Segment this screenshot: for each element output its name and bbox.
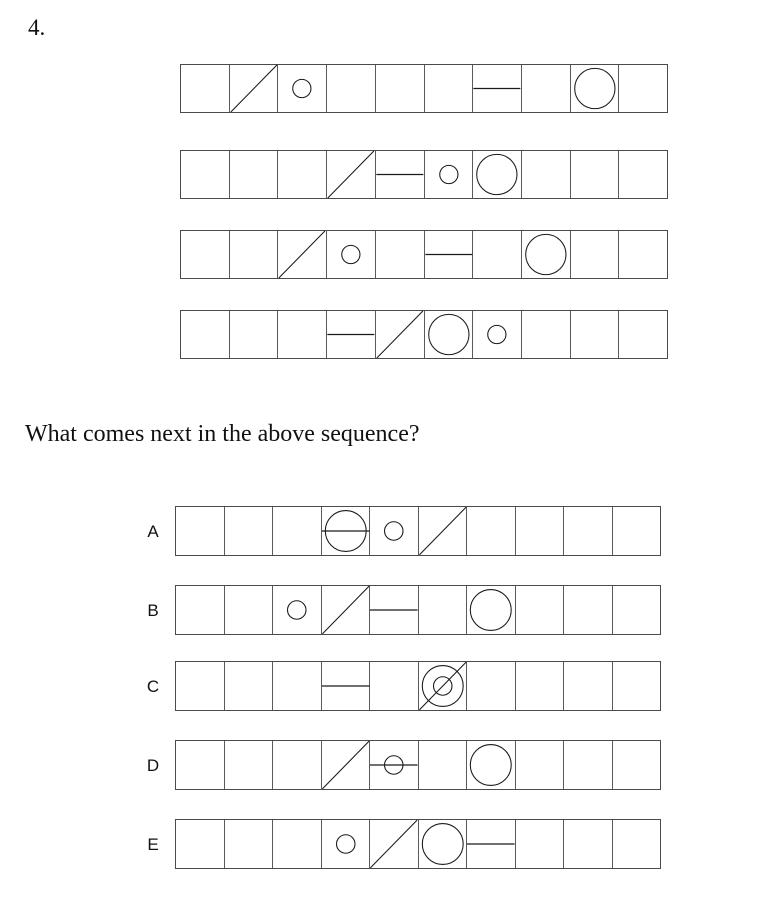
grid-cell [370,662,419,710]
grid-cell [419,741,468,789]
big-circle-icon [467,741,515,789]
grid-cell [571,151,620,198]
sequence-row-4 [180,310,668,359]
small-circle-icon [473,311,521,358]
horizontal-line-icon [467,820,515,868]
grid-cell [370,741,419,789]
grid-cell [225,662,274,710]
grid-cell [370,586,419,634]
grid-cell [176,662,225,710]
concentric-circles-with-diagonal-line-icon [419,662,467,710]
grid-cell [419,820,468,868]
grid-cell [322,820,371,868]
grid-cell [419,507,468,555]
small-circle-icon [327,231,375,278]
grid-cell [370,820,419,868]
grid-cell [619,311,667,358]
grid-cell [613,586,661,634]
grid-cell [619,65,667,112]
horizontal-line-icon [473,65,521,112]
grid-cell [564,820,613,868]
diagonal-line-icon [230,65,278,112]
diagonal-line-icon [419,507,467,555]
grid-cell [571,311,620,358]
diagonal-line-icon [376,311,424,358]
horizontal-line-icon [376,151,424,198]
big-circle-with-horizontal-line-icon [322,507,370,555]
grid-cell [613,662,661,710]
grid-cell [571,65,620,112]
grid-cell [181,151,230,198]
sequence-row-2 [180,150,668,199]
horizontal-line-icon [370,586,418,634]
option-label-c: C [146,677,160,696]
big-circle-icon [419,820,467,868]
grid-cell [473,231,522,278]
grid-cell [516,662,565,710]
diagonal-line-icon [327,151,375,198]
grid-cell [370,507,419,555]
grid-cell [571,231,620,278]
grid-cell [522,65,571,112]
grid-cell [564,586,613,634]
option-a[interactable] [175,506,661,556]
grid-cell [522,151,571,198]
diagonal-line-icon [322,586,370,634]
grid-cell [467,507,516,555]
grid-cell [564,662,613,710]
diagonal-line-icon [370,820,418,868]
question-number: 4. [28,15,46,40]
big-circle-icon [571,65,619,112]
grid-cell [516,741,565,789]
grid-cell [467,662,516,710]
grid-cell [181,231,230,278]
grid-cell [522,311,571,358]
grid-cell [564,741,613,789]
grid-cell [613,741,661,789]
grid-cell [419,586,468,634]
grid-cell [322,662,371,710]
grid-cell [467,586,516,634]
grid-cell [327,151,376,198]
grid-cell [225,507,274,555]
small-circle-icon [273,586,321,634]
grid-cell [225,820,274,868]
grid-cell [327,231,376,278]
grid-cell [425,231,474,278]
sequence-row-3 [180,230,668,279]
small-circle-icon [278,65,326,112]
grid-cell [230,151,279,198]
grid-cell [564,507,613,555]
grid-cell [473,311,522,358]
option-label-d: D [146,756,160,775]
grid-cell [467,820,516,868]
grid-cell [613,507,661,555]
option-d[interactable] [175,740,661,790]
option-b[interactable] [175,585,661,635]
grid-cell [278,311,327,358]
grid-cell [273,586,322,634]
horizontal-line-icon [425,231,473,278]
option-label-a: A [147,522,159,541]
grid-cell [619,151,667,198]
grid-cell [230,65,279,112]
grid-cell [376,151,425,198]
grid-cell [181,311,230,358]
horizontal-line-icon [322,662,370,710]
grid-cell [176,820,225,868]
diagonal-line-icon [278,231,326,278]
small-circle-with-horizontal-line-icon [370,741,418,789]
grid-cell [225,741,274,789]
grid-cell [230,231,279,278]
option-label-b: B [147,601,159,620]
grid-cell [327,65,376,112]
grid-cell [376,231,425,278]
grid-cell [278,151,327,198]
option-e[interactable] [175,819,661,869]
grid-cell [322,507,371,555]
horizontal-line-icon [327,311,375,358]
grid-cell [419,662,468,710]
grid-cell [322,741,371,789]
sequence-row-1 [180,64,668,113]
grid-cell [322,586,371,634]
small-circle-icon [322,820,370,868]
grid-cell [516,507,565,555]
grid-cell [425,65,474,112]
grid-cell [181,65,230,112]
small-circle-icon [425,151,473,198]
grid-cell [278,231,327,278]
grid-cell [467,741,516,789]
grid-cell [376,311,425,358]
grid-cell [425,311,474,358]
grid-cell [273,662,322,710]
grid-cell [516,586,565,634]
grid-cell [522,231,571,278]
grid-cell [176,586,225,634]
diagonal-line-icon [322,741,370,789]
big-circle-icon [467,586,515,634]
big-circle-icon [473,151,521,198]
grid-cell [273,507,322,555]
option-c[interactable] [175,661,661,711]
small-circle-icon [370,507,418,555]
grid-cell [273,820,322,868]
grid-cell [273,741,322,789]
grid-cell [425,151,474,198]
grid-cell [327,311,376,358]
question-prompt: What comes next in the above sequence? [25,421,420,447]
big-circle-icon [522,231,570,278]
grid-cell [176,507,225,555]
grid-cell [613,820,661,868]
grid-cell [473,151,522,198]
grid-cell [278,65,327,112]
option-label-e: E [147,835,159,854]
grid-cell [473,65,522,112]
grid-cell [176,741,225,789]
grid-cell [376,65,425,112]
grid-cell [619,231,667,278]
big-circle-icon [425,311,473,358]
grid-cell [230,311,279,358]
grid-cell [225,586,274,634]
grid-cell [516,820,565,868]
